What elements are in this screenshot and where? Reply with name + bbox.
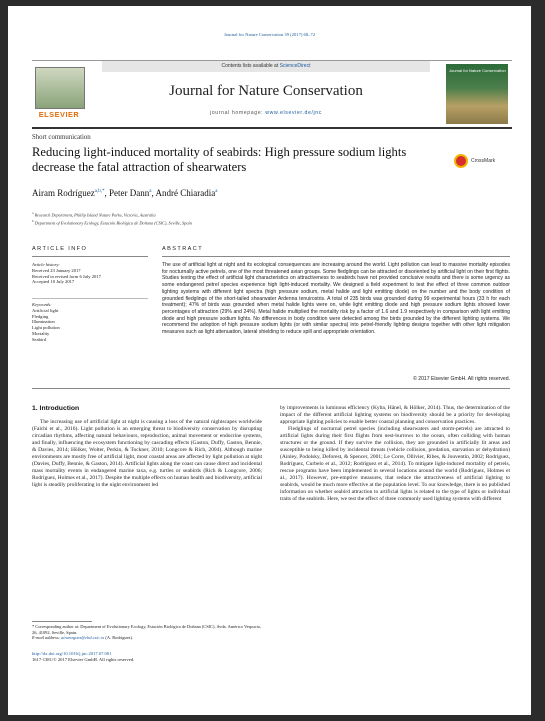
- doi-link[interactable]: http://dx.doi.org/10.1016/j.jnc.2017.07.001: [32, 651, 112, 656]
- author-affil-marker: a: [215, 189, 218, 194]
- keyword-item: Light pollution: [32, 325, 60, 331]
- author-separator: ,: [151, 188, 156, 198]
- issn-line: 1617-1381/© 2017 Elsevier GmbH. All rights reserved.: [32, 657, 135, 662]
- article-page: [8, 6, 531, 715]
- journal-cover-image: [446, 64, 508, 124]
- journal-title: Journal for Nature Conservation: [169, 83, 363, 99]
- elsevier-logo: [32, 67, 86, 121]
- abstract-heading: ABSTRACT: [162, 246, 204, 252]
- author-list: [32, 188, 217, 198]
- author-name[interactable]: André Chiaradia: [155, 188, 216, 198]
- journal-header: [32, 60, 512, 129]
- footnote-divider: [32, 621, 92, 622]
- author-name[interactable]: Peter Dann: [108, 188, 150, 198]
- section-heading: 1. Introduction: [32, 405, 80, 412]
- doi-block: [32, 651, 134, 663]
- corresponding-author-note: * Corresponding author at: Department of Evolutionary Ecology, Estación Biológica de Doñana (CSIC), Avda. Américo Vespucio, 26, 41092, Seville, Spain.: [32, 624, 262, 635]
- keyword-item: Mortality: [32, 330, 50, 336]
- affiliation-item: [32, 218, 192, 226]
- affil-text: Research Department, Phillip Island Nature Parks, Victoria, Australia: [34, 212, 156, 218]
- author-affil-marker: a: [149, 189, 152, 194]
- author-separator: ,: [104, 188, 109, 198]
- affil-marker: a: [32, 211, 34, 215]
- divider: [32, 256, 148, 257]
- keyword-item: Fledging: [32, 313, 49, 319]
- history-item: Received in revised form 6 July 2017: [32, 273, 101, 279]
- journal-citation[interactable]: Journal for Nature Conservation 39 (2017) 68–72: [223, 32, 316, 37]
- keyword-item: Seabird: [32, 336, 47, 342]
- crossmark-icon: [454, 154, 468, 168]
- divider: [32, 298, 148, 299]
- author-affil-marker: a,b,: [94, 189, 102, 194]
- history-label: Article history:: [32, 262, 60, 267]
- email-link[interactable]: airamrguez@ebd.csic.es: [61, 635, 105, 641]
- keywords-label: Keywords:: [32, 302, 52, 307]
- keywords: [32, 302, 148, 343]
- body-column-left: [32, 419, 262, 489]
- affiliations: [32, 210, 192, 227]
- crossmark-label: CrossMark: [471, 158, 496, 164]
- article-title: Reducing light-induced mortality of seabirds: High pressure sodium lights decrease the fatal attraction of shearwaters: [32, 145, 407, 174]
- history-item: Received 23 January 2017: [32, 267, 81, 273]
- history-item: Accepted 10 July 2017: [32, 279, 75, 285]
- paragraph: Fledglings of nocturnal petrel species (including shearwaters and storm-petrels) are attracted to artificial lights during their first flights from nest-burrows to the ocean, often colliding with human structures or the ground. If they survive the collision, they are grounded in artificially lit areas and susceptible to being killed by incidental threats (vehicle collision, predation, starvation or dehydration) (Ainley, Podolsky, Deforest, & Spencer, 2001; Le Corre, Ollivier, Ribes, & Jouventin, 2002; Rodríguez, Rodríguez, Curbelo et al., 2012; Rodríguez et al., 2014). To mitigate light-induced mortality of petrels, rescue programs have been implemented in several locations around the world (Rodríguez, Holmes et al., 2017). However, pre-emptive measures, that reduce the attractiveness of artificial lighting to seabirds, would be much more effective at the population level. To our knowledge, there is no published information on whether seabird attraction to artificial lights is related to the type of lights or individual traits of the seabirds. Here, we test the effect of three commonly used lighting systems with different: [280, 426, 510, 502]
- keyword-item: Illumination: [32, 319, 55, 325]
- affil-text: Department of Evolutionary Ecology, Estación Biológica de Doñana (CSIC), Seville, Spain: [34, 220, 192, 226]
- paragraph: by improvements in luminous efficiency (Kyba, Hänel, & Hölker, 2014). Thus, the determination of the impact of the different artificial lighting systems on biodiversity should be a priority for developing appropriate lighting policies to enable better coastal planning and conservation practices.: [280, 405, 510, 425]
- divider: [162, 256, 510, 257]
- keyword-item: Artificial light: [32, 307, 59, 313]
- email-label: E-mail address:: [32, 635, 62, 641]
- contents-bar: [102, 61, 430, 72]
- tree-logo-icon: [35, 67, 85, 109]
- email-line: [32, 635, 262, 641]
- divider: [32, 388, 510, 389]
- author-name[interactable]: Airam Rodríguez: [32, 188, 95, 198]
- journal-homepage: [102, 110, 430, 116]
- corresponding-marker: *: [101, 189, 105, 194]
- sciencedirect-link[interactable]: ScienceDirect: [279, 63, 311, 69]
- article-info-heading: ARTICLE INFO: [32, 246, 88, 252]
- body-column-right: [280, 405, 510, 503]
- homepage-prefix: journal homepage:: [210, 110, 266, 116]
- article-history: [32, 262, 148, 285]
- cover-title: Journal for Nature Conservation: [449, 68, 506, 73]
- article-type: Short communication: [32, 134, 91, 141]
- contents-prefix: Contents lists available at: [221, 63, 280, 69]
- email-suffix: (A. Rodríguez).: [104, 635, 134, 641]
- affiliation-item: [32, 210, 192, 218]
- publisher-logo-text: ELSEVIER: [38, 110, 80, 119]
- paragraph: The increasing use of artificial light at night is causing a loss of the natural nightscapes worldwide (Falchi et al., 2016). Light pollution is an emerging threat to biodiversity conservation by disrupting circadian rhythms, affecting natural behaviours, reproduction, animal movement or endocrine systems, and finally, influencing the ecosystem functioning by cascading effects (Gaston, Duffy, Gaston, Bennie, & Davies, 2014; Hölker, Wolter, Perkin, & Tockner, 2010; Longcore & Rich, 2004). Although marine environments are mostly free of artificial light, most coastal areas are affected by light pollution at night (Davies, Duffy, Bennie, & Gaston, 2014). Artificial lights along the coast can cause direct and incidental mass mortality events in endangered marine taxa, e.g. turtles or seabirds (Rich & Longcore, 2006; Rodríguez, Holmes et al., 2017). Despite the multiple effects on human health and biodiversity, artificial light is steadily proliferating in the night environment led: [32, 419, 262, 488]
- homepage-link[interactable]: www.elsevier.de/jnc: [265, 110, 322, 116]
- abstract-copyright: © 2017 Elsevier GmbH. All rights reserved.: [413, 376, 510, 382]
- abstract-text: The use of artificial light at night and its ecological consequences are increasing around the world. Light pollution can lead to massive mortality episodes for nocturnally active petrels, one of the most threatened avian groups. Some fledglings can be attracted or disoriented by artificial light on their first flights. Studies testing the effect of artificial light characteristics on attractiveness to seabirds have not provided conclusive results and there is some urgency as some endangered petrel species experience high light-induced mortality. We designed a field experiment to test the effect of three common outdoor lighting systems with different light spectra (high pressure sodium, metal halide and light emitting diode) on the number and the body condition of grounded fledglings of the short-tailed shearwater Ardenna tenuirostris. A total of 235 birds was grounded during 99 experimental hours (33 h for each treatment); 47% of birds was grounded when metal halide lights were on, while light emitting diode and high pressure sodium lights showed lower percentages of attraction (29% and 24%). Metal halide multiplied the mortality risk by a factor of 1.6 and 1.9 respectively in comparison with light emitting diode and high pressure sodium lights. No differences in body condition were detected among the birds grounded by the different lighting systems. We recommend the adoption of high pressure sodium lights (or with similar spectra) into petrel-friendly lighting designs together with other light mitigation measures such as light attenuation, lateral shielding to reduce spill and appropriate orientation.: [162, 262, 510, 336]
- footnote: [32, 624, 262, 641]
- affil-marker: b: [32, 219, 34, 224]
